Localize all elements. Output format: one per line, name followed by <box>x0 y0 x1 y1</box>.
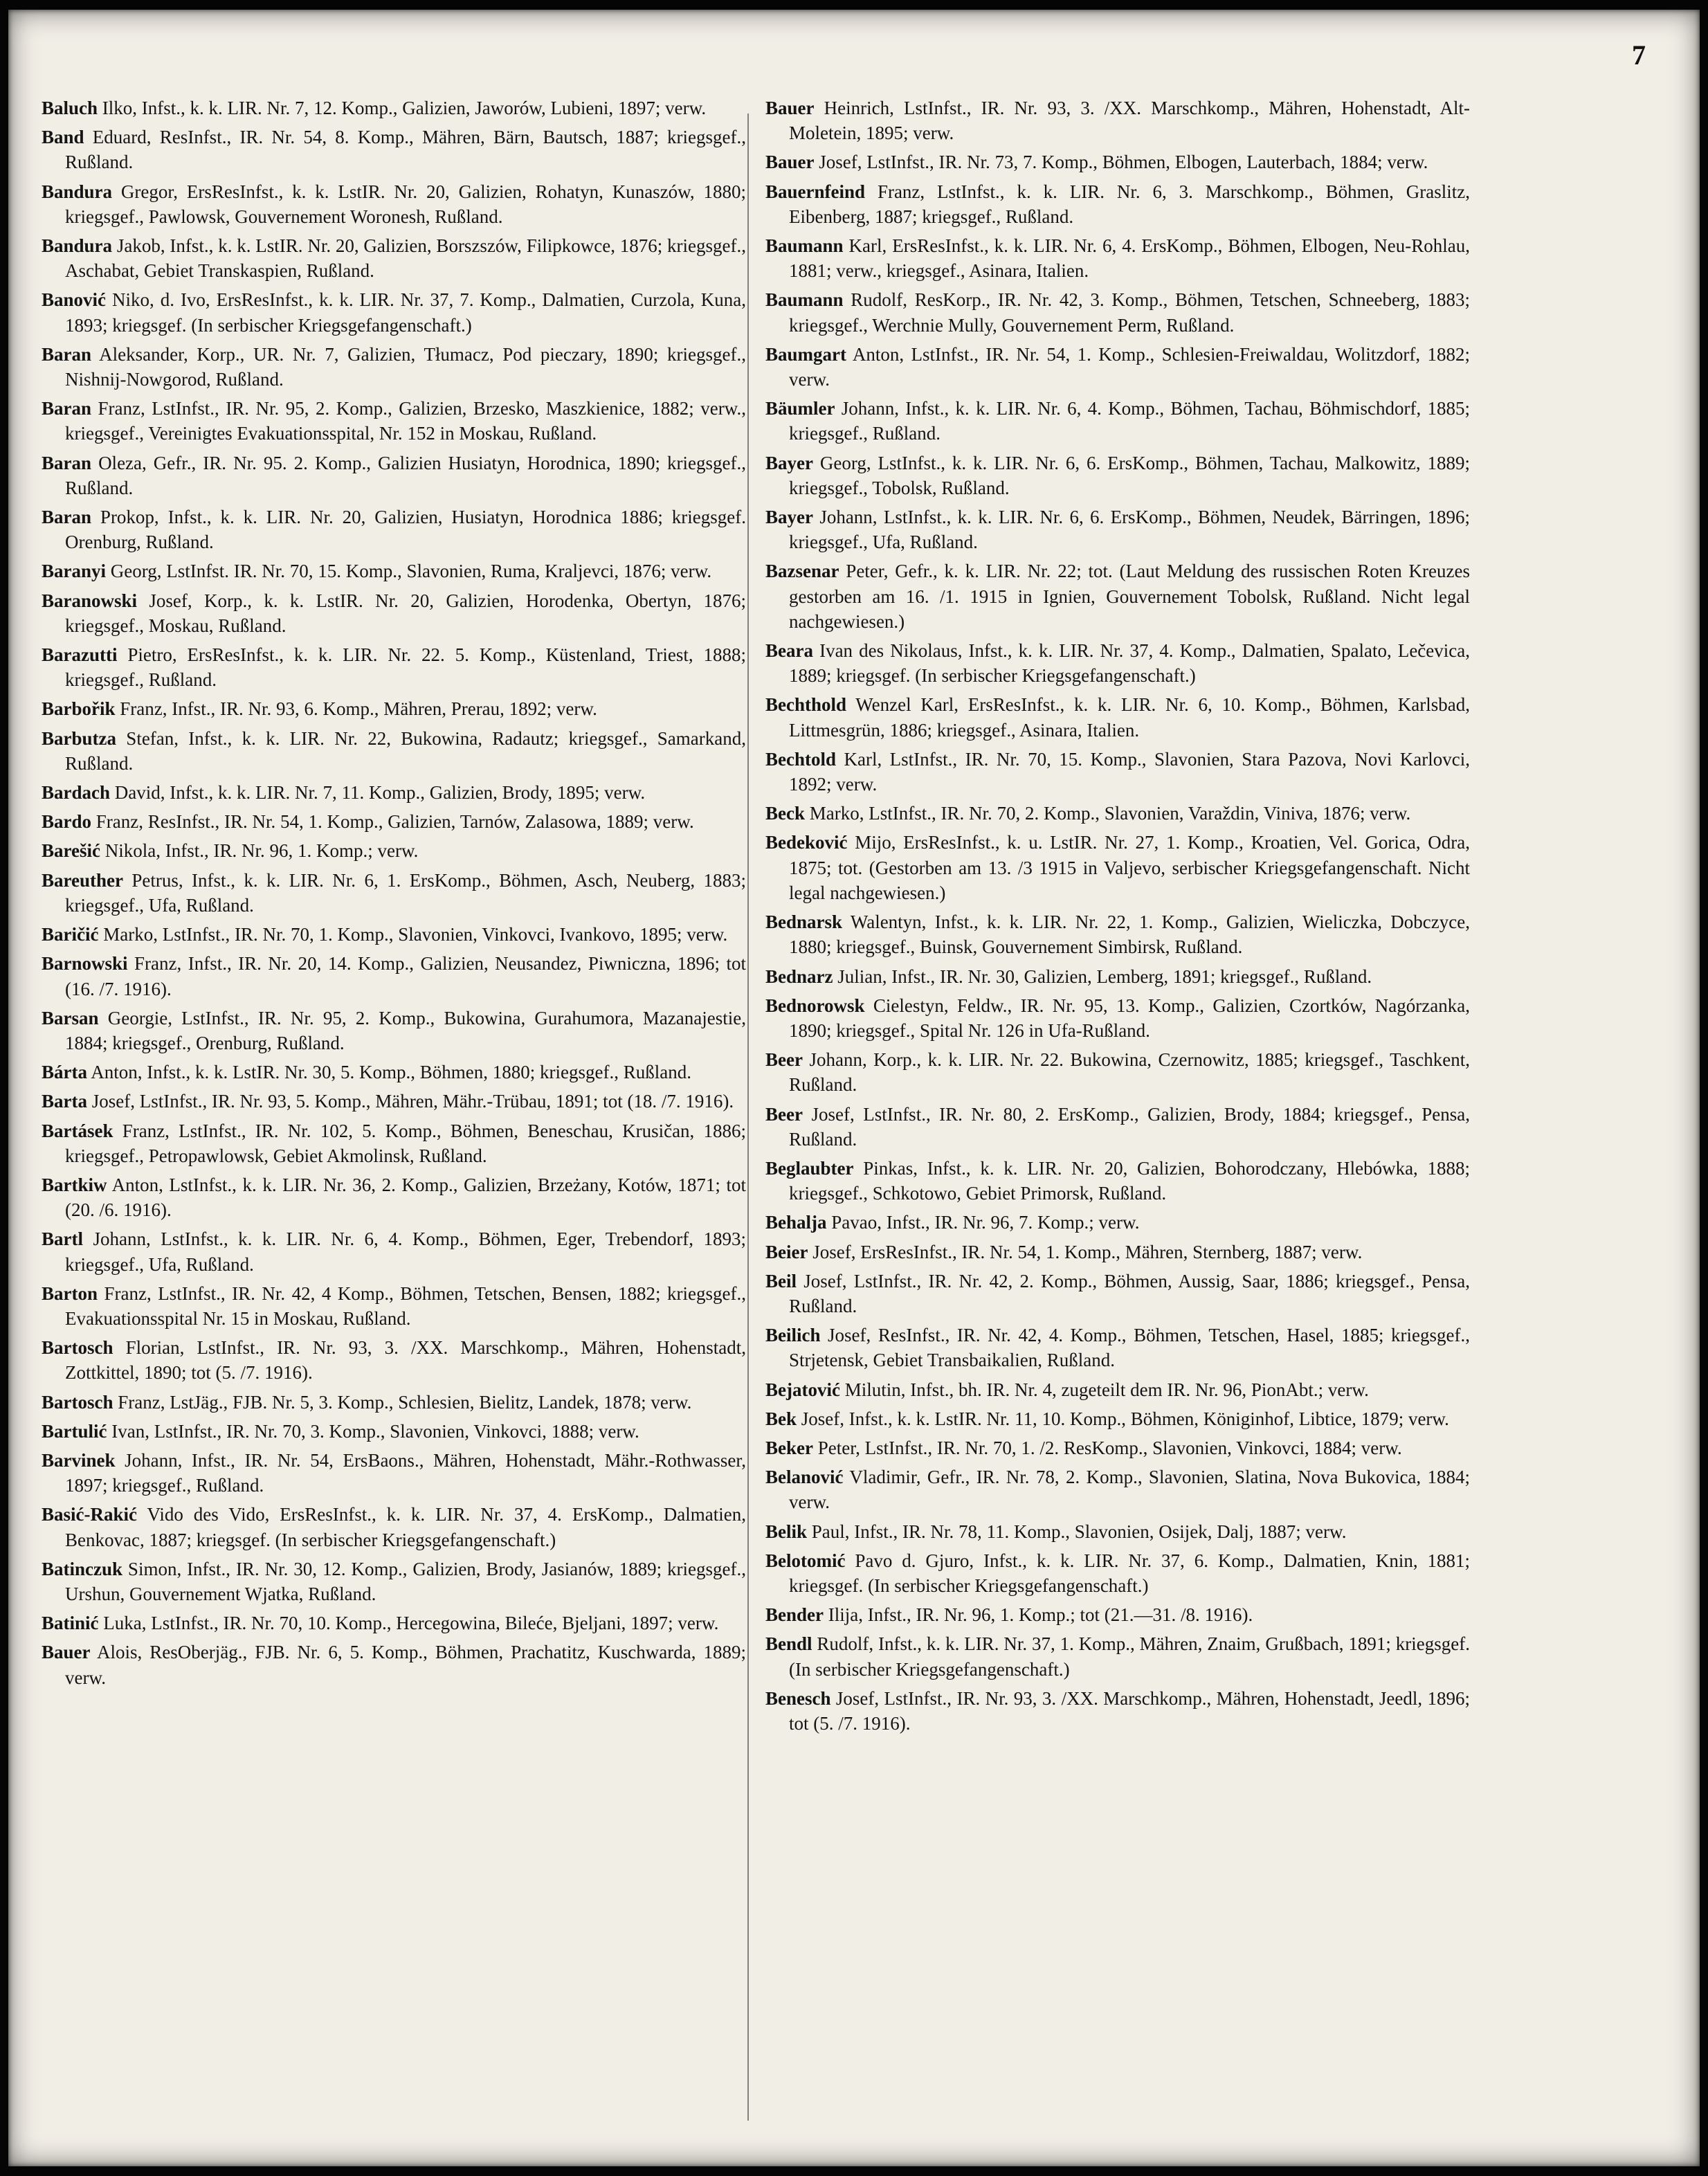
entry-surname: Bartosch <box>42 1337 113 1359</box>
entry-surname: Barsan <box>42 1007 99 1028</box>
register-entry <box>42 96 746 120</box>
entry-details: Eduard, ResInfst., IR. Nr. 54, 8. Komp., Mähren, Bärn, Bautsch, 1887; kriegsgef., Rußland. <box>65 127 746 173</box>
entry-surname: Bender <box>765 1604 824 1626</box>
register-entry <box>765 1102 1470 1152</box>
entry-details: David, Infst., k. k. LIR. Nr. 7, 11. Komp., Galizien, Brody, 1895; verw. <box>114 782 646 804</box>
entry-details: Franz, Infst., IR. Nr. 93, 6. Komp., Mähren, Prerau, 1892; verw. <box>120 698 597 720</box>
entry-details: Pavao, Infst., IR. Nr. 96, 7. Komp.; verw. <box>831 1212 1140 1233</box>
entry-details: Georg, LstInfst. IR. Nr. 70, 15. Komp., Slavonien, Ruma, Kraljevci, 1876; verw. <box>110 561 712 582</box>
register-entry <box>42 1448 746 1498</box>
register-entry <box>42 1281 746 1331</box>
register-entry <box>42 1390 746 1415</box>
entry-surname: Baran <box>42 398 92 419</box>
entry-details: Josef, Korp., k. k. LstIR. Nr. 20, Galizien, Horodenka, Obertyn, 1876; kriegsgef., Moskau, Rußland. <box>65 590 747 636</box>
entry-details: Pavo d. Gjuro, Infst., k. k. LIR. Nr. 37, 6. Komp., Dalmatien, Knin, 1881; kriegsgef. (In serbischer Kriegsgefangenschaft.) <box>789 1550 1471 1596</box>
entry-details: Josef, LstInfst., IR. Nr. 73, 7. Komp., Böhmen, Elbogen, Lauterbach, 1884; verw. <box>819 152 1428 173</box>
entry-surname: Bednarz <box>765 965 833 987</box>
entry-details: Johann, Infst., IR. Nr. 54, ErsBaons., Mähren, Hohenstadt, Mähr.-Rothwasser, 1897; kriegsgef., Rußland. <box>65 1449 746 1496</box>
register-entry <box>42 1172 746 1222</box>
entry-surname: Bechthold <box>765 694 847 716</box>
entry-details: Heinrich, LstInfst., IR. Nr. 93, 3. /XX. Marschkomp., Mähren, Hohenstadt, Alt-Moletein, 1895; verw. <box>789 98 1471 144</box>
entry-surname: Baumgart <box>765 343 846 365</box>
document-page <box>8 10 1700 2166</box>
entry-surname: Barbutza <box>42 727 116 749</box>
entry-details: Simon, Infst., IR. Nr. 30, 12. Komp., Galizien, Brody, Jasianów, 1889; kriegsgef., Urshun, Gouvernement Wjatka, Rußland. <box>65 1558 747 1604</box>
entry-surname: Bartosch <box>42 1391 113 1413</box>
entry-surname: Bauernfeind <box>765 181 866 202</box>
entry-details: Franz, LstInfst., IR. Nr. 102, 5. Komp., Böhmen, Beneschau, Krusičan, 1886; kriegsgef., Petropawlowsk, Gebiet Akmolinsk, Rußland. <box>65 1120 747 1166</box>
register-entry <box>765 638 1470 688</box>
register-entry <box>42 1419 746 1444</box>
entry-surname: Bayer <box>765 507 813 528</box>
register-entry <box>765 1548 1470 1598</box>
entry-surname: Bednarsk <box>765 912 843 933</box>
entry-details: Anton, LstInfst., k. k. LIR. Nr. 36, 2. Komp., Galizien, Brzeżany, Kotów, 1871; tot (20. /6. 1916). <box>65 1174 746 1221</box>
entry-surname: Behalja <box>765 1212 827 1233</box>
entry-surname: Bardo <box>42 811 92 833</box>
entry-details: Prokop, Infst., k. k. LIR. Nr. 20, Galizien, Husiatyn, Horodnica 1886; kriegsgef. Orenburg, Rußland. <box>65 507 746 553</box>
entry-surname: Beck <box>765 803 805 824</box>
entry-details: Franz, ResInfst., IR. Nr. 54, 1. Komp., Galizien, Tarnów, Zalasowa, 1889; verw. <box>96 811 694 833</box>
entry-surname: Beer <box>765 1103 803 1125</box>
entry-surname: Baran <box>42 507 92 528</box>
entry-details: Vido des Vido, ErsResInfst., k. k. LIR. Nr. 37, 4. ErsKomp., Dalmatien, Benkovac, 1887; kriegsgef. (In serbischer Kriegsgefangenschaft.) <box>65 1504 747 1550</box>
entry-surname: Baričić <box>42 924 99 945</box>
entry-details: Franz, LstInfst., IR. Nr. 42, 4 Komp., Böhmen, Tetschen, Bensen, 1882; kriegsgef., Evakuationsspital Nr. 15 in Moskau, Rußland. <box>65 1282 746 1329</box>
register-entry <box>42 838 746 863</box>
entry-details: Anton, Infst., k. k. LstIR. Nr. 30, 5. Komp., Böhmen, 1880; kriegsgef., Rußland. <box>91 1062 691 1083</box>
entry-surname: Bäumler <box>765 398 835 419</box>
register-entry <box>42 809 746 834</box>
entry-details: Mijo, ErsResInfst., k. u. LstIR. Nr. 27, 1. Komp., Kroatien, Vel. Gorica, Odra, 1875; tot. (Gestorben am 13. /3 1915 in Valjevo, serbischer Kriegsgefangenschaft. Nicht legal nachgewiesen.) <box>789 832 1471 903</box>
register-entry <box>42 396 746 446</box>
register-entry <box>765 747 1470 797</box>
entry-details: Walentyn, Infst., k. k. LIR. Nr. 22, 1. Komp., Galizien, Wieliczka, Dobczyce, 1880; kriegsgef., Buinsk, Gouvernement Simbirsk, Rußland. <box>789 912 1470 958</box>
register-entry <box>765 1631 1470 1681</box>
entry-details: Josef, LstInfst., IR. Nr. 42, 2. Komp., Böhmen, Aussig, Saar, 1886; kriegsgef., Pensa, Rußland. <box>789 1270 1470 1316</box>
entry-details: Peter, LstInfst., IR. Nr. 70, 1. /2. ResKomp., Slavonien, Vinkovci, 1884; verw. <box>817 1437 1402 1458</box>
entry-details: Aleksander, Korp., UR. Nr. 7, Galizien, Tłumacz, Pod pieczary, 1890; kriegsgef., Nishnij-Nowgorod, Rußland. <box>65 343 747 390</box>
entry-details: Franz, LstInfst., IR. Nr. 95, 2. Komp., Galizien, Brzesko, Maszkienice, 1882; verw., kriegsgef., Vereinigtes Evakuationsspital, Nr. 152 in Moskau, Rußland. <box>65 398 747 444</box>
entry-surname: Bandura <box>42 235 113 257</box>
entry-surname: Belotomić <box>765 1550 846 1571</box>
entry-surname: Bartl <box>42 1228 83 1250</box>
entry-details: Ilko, Infst., k. k. LIR. Nr. 7, 12. Komp., Galizien, Jaworów, Lubieni, 1897; verw. <box>102 98 707 118</box>
entry-details: Nikola, Infst., IR. Nr. 96, 1. Komp.; verw. <box>105 840 419 862</box>
page-number: 7 <box>1632 39 1646 71</box>
entry-surname: Bejatović <box>765 1379 840 1400</box>
entry-surname: Bechtold <box>765 748 837 770</box>
register-entry <box>765 1323 1470 1372</box>
entry-surname: Barvinek <box>42 1449 116 1471</box>
register-entry <box>42 726 746 776</box>
register-entry <box>765 233 1470 283</box>
register-entry <box>765 451 1470 500</box>
entry-details: Johann, LstInfst., k. k. LIR. Nr. 6, 6. ErsKomp., Böhmen, Neudek, Bärringen, 1896; kriegsgef., Ufa, Rußland. <box>789 507 1471 553</box>
entry-details: Franz, LstInfst., k. k. LIR. Nr. 6, 3. Marschkomp., Böhmen, Graslitz, Eibenberg, 1887; kriegsgef., Rußland. <box>789 181 1471 227</box>
entry-details: Johann, LstInfst., k. k. LIR. Nr. 6, 4. Komp., Böhmen, Eger, Trebendorf, 1893; kriegsgef., Ufa, Rußland. <box>65 1228 747 1275</box>
entry-surname: Belik <box>765 1521 808 1542</box>
register-entry <box>765 1210 1470 1235</box>
entry-details: Jakob, Infst., k. k. LstIR. Nr. 20, Galizien, Borszszów, Filipkowce, 1876; kriegsgef., Aschabat, Gebiet Transkaspien, Rußland. <box>65 235 747 282</box>
entry-details: Niko, d. Ivo, ErsResInfst., k. k. LIR. Nr. 37, 7. Komp., Dalmatien, Curzola, Kuna, 1893; kriegsgef. (In serbischer Kriegsgefangenschaft.) <box>65 289 747 336</box>
register-entry <box>765 1602 1470 1627</box>
register-entry <box>765 1047 1470 1097</box>
register-entry <box>42 780 746 805</box>
entry-surname: Batinczuk <box>42 1558 123 1579</box>
register-entry <box>765 1406 1470 1431</box>
register-entry <box>42 179 746 229</box>
entry-details: Johann, Infst., k. k. LIR. Nr. 6, 4. Komp., Böhmen, Tachau, Böhmischdorf, 1885; kriegsgef., Rußland. <box>789 398 1471 444</box>
entry-surname: Basić-Rakić <box>42 1504 137 1525</box>
register-entry <box>42 951 746 1001</box>
entry-surname: Beier <box>765 1241 808 1262</box>
register-entry <box>765 1519 1470 1544</box>
entry-surname: Beara <box>765 640 813 662</box>
entry-surname: Benesch <box>765 1687 831 1709</box>
entry-surname: Bayer <box>765 452 813 473</box>
entry-surname: Baran <box>42 343 92 365</box>
entry-details: Ilija, Infst., IR. Nr. 96, 1. Komp.; tot (21.—31. /8. 1916). <box>828 1604 1253 1626</box>
register-entry <box>765 559 1470 634</box>
entry-details: Marko, LstInfst., IR. Nr. 70, 2. Komp., Slavonien, Varaždin, Viniva, 1876; verw. <box>809 803 1411 824</box>
entry-surname: Batinić <box>42 1613 99 1634</box>
entry-surname: Baumann <box>765 235 844 257</box>
register-entry <box>42 1335 746 1385</box>
entry-details: Peter, Gefr., k. k. LIR. Nr. 22; tot. (Laut Meldung des russischen Roten Kreuzes gestorben am 16. /1. 1915 in Ignien, Gouvernement Tobolsk, Rußland. Nicht legal nachgewiesen.) <box>789 561 1471 632</box>
entry-surname: Beil <box>765 1270 797 1291</box>
entry-surname: Bartulić <box>42 1420 107 1442</box>
entry-surname: Banović <box>42 289 107 311</box>
register-entry <box>765 1240 1470 1264</box>
register-entry <box>42 588 746 638</box>
entry-surname: Baumann <box>765 289 844 311</box>
register-entry <box>42 287 746 337</box>
entry-details: Johann, Korp., k. k. LIR. Nr. 22. Bukowina, Czernowitz, 1885; kriegsgef., Taschkent, Rußland. <box>789 1049 1470 1096</box>
entry-surname: Baranyi <box>42 561 107 582</box>
register-entry <box>42 559 746 583</box>
entry-details: Karl, ErsResInfst., k. k. LIR. Nr. 6, 4. ErsKomp., Böhmen, Elbogen, Neu-Rohlau, 1881; verw., kriegsgef., Asinara, Italien. <box>789 235 1470 282</box>
entry-surname: Bardach <box>42 782 111 804</box>
entry-details: Josef, ResInfst., IR. Nr. 42, 4. Komp., Böhmen, Tetschen, Hasel, 1885; kriegsgef., Strjetensk, Gebiet Transbaikalien, Rußland. <box>789 1325 1470 1371</box>
entry-surname: Bauer <box>765 152 815 173</box>
register-entry <box>765 692 1470 742</box>
register-entry <box>42 868 746 918</box>
register-entry <box>42 1089 746 1114</box>
entry-surname: Bek <box>765 1408 797 1429</box>
entry-details: Vladimir, Gefr., IR. Nr. 78, 2. Komp., Slavonien, Slatina, Nova Bukovica, 1884; verw. <box>789 1467 1471 1513</box>
entry-surname: Bauer <box>42 1642 91 1663</box>
entry-details: Marko, LstInfst., IR. Nr. 70, 1. Komp., Slavonien, Vinkovci, Ivankovo, 1895; verw. <box>103 924 728 945</box>
register-entry <box>42 1557 746 1606</box>
register-entry <box>765 993 1470 1043</box>
entry-details: Franz, LstJäg., FJB. Nr. 5, 3. Komp., Schlesien, Bielitz, Landek, 1878; verw. <box>118 1391 692 1413</box>
entry-details: Paul, Infst., IR. Nr. 78, 11. Komp., Slavonien, Osijek, Dalj, 1887; verw. <box>811 1521 1347 1542</box>
entry-surname: Bauer <box>765 98 815 118</box>
entry-details: Julian, Infst., IR. Nr. 30, Galizien, Lemberg, 1891; kriegsgef., Rußland. <box>837 965 1372 987</box>
entry-details: Josef, LstInfst., IR. Nr. 93, 5. Komp., Mähren, Mähr.-Trübau, 1891; tot (18. /7. 1916). <box>91 1091 734 1112</box>
entry-details: Wenzel Karl, ErsResInfst., k. k. LIR. Nr. 6, 10. Komp., Böhmen, Karlsbad, Littmesgrün, 1886; kriegsgef., Asinara, Italien. <box>789 694 1470 741</box>
entry-surname: Beglaubter <box>765 1157 854 1179</box>
entry-surname: Bareuther <box>42 869 123 891</box>
register-entry <box>42 696 746 721</box>
register-entry <box>42 342 746 392</box>
entry-details: Cielestyn, Feldw., IR. Nr. 95, 13. Komp., Galizien, Czortków, Nagórzanka, 1890; kriegsgef., Spital Nr. 126 in Ufa-Rußland. <box>789 995 1470 1041</box>
register-entry <box>42 1502 746 1552</box>
entry-surname: Bartkiw <box>42 1174 107 1195</box>
entry-details: Anton, LstInfst., IR. Nr. 54, 1. Komp., Schlesien-Freiwaldau, Wolitzdorf, 1882; verw. <box>789 343 1471 390</box>
register-entry <box>42 642 746 692</box>
entry-surname: Bednorowsk <box>765 995 865 1016</box>
register-entry <box>765 1156 1470 1206</box>
entry-surname: Barešić <box>42 840 100 862</box>
entry-surname: Bandura <box>42 181 113 202</box>
register-entry <box>42 125 746 174</box>
entry-surname: Baran <box>42 452 92 473</box>
entry-surname: Barta <box>42 1091 87 1112</box>
register-entry <box>765 1377 1470 1402</box>
entry-details: Josef, ErsResInfst., IR. Nr. 54, 1. Komp., Mähren, Sternberg, 1887; verw. <box>812 1241 1363 1262</box>
entry-details: Pinkas, Infst., k. k. LIR. Nr. 20, Galizien, Bohorodczany, Hlebówka, 1888; kriegsgef., Schkotowo, Gebiet Primorsk, Rußland. <box>789 1157 1470 1204</box>
entry-surname: Beer <box>765 1049 803 1071</box>
entry-details: Oleza, Gefr., IR. Nr. 95. 2. Komp., Galizien Husiatyn, Horodnica, 1890; kriegsgef., Rußland. <box>65 452 747 498</box>
entry-details: Rudolf, ResKorp., IR. Nr. 42, 3. Komp., Böhmen, Tetschen, Schneeberg, 1883; kriegsgef., Werchnie Mully, Gouvernement Perm, Rußland. <box>789 289 1470 336</box>
register-entry <box>42 233 746 283</box>
register-entry <box>42 1611 746 1635</box>
entry-details: Rudolf, Infst., k. k. LIR. Nr. 37, 1. Komp., Mähren, Znaim, Grußbach, 1891; kriegsgef. (In serbischer Kriegsgefangenschaft.) <box>789 1633 1470 1680</box>
entry-surname: Band <box>42 127 84 148</box>
register-entry <box>42 505 746 554</box>
entry-surname: Bedeković <box>765 832 848 853</box>
entry-details: Stefan, Infst., k. k. LIR. Nr. 22, Bukowina, Radautz; kriegsgef., Samarkand, Rußland. <box>65 727 747 774</box>
entry-surname: Bazsenar <box>765 561 839 582</box>
entry-details: Milutin, Infst., bh. IR. Nr. 4, zugeteilt dem IR. Nr. 96, PionAbt.; verw. <box>844 1379 1369 1400</box>
entry-details: Petrus, Infst., k. k. LIR. Nr. 6, 1. ErsKomp., Böhmen, Asch, Neuberg, 1883; kriegsgef., Ufa, Rußland. <box>65 869 746 916</box>
entry-details: Georgie, LstInfst., IR. Nr. 95, 2. Komp., Bukowina, Gurahumora, Mazanajestie, 1884; kriegsgef., Orenburg, Rußland. <box>65 1007 746 1053</box>
register-entry <box>765 342 1470 392</box>
entry-surname: Barnowski <box>42 953 128 974</box>
entry-surname: Belanović <box>765 1467 844 1488</box>
entry-details: Florian, LstInfst., IR. Nr. 93, 3. /XX. Marschkomp., Mähren, Hohenstadt, Zottkittel, 1890; tot (5. /7. 1916). <box>65 1337 746 1384</box>
register-entry <box>765 909 1470 959</box>
entry-details: Gregor, ErsResInfst., k. k. LstIR. Nr. 20, Galizien, Rohatyn, Kunaszów, 1880; kriegsgef., Pawlowsk, Gouvernement Woronesh, Rußland. <box>65 181 747 227</box>
entry-details: Luka, LstInfst., IR. Nr. 70, 10. Komp., Hercegowina, Bileće, Bjeljani, 1897; verw. <box>103 1613 719 1634</box>
register-entry <box>42 1060 746 1085</box>
register-entry <box>765 287 1470 337</box>
register-entry <box>42 1226 746 1276</box>
entry-surname: Bartásek <box>42 1120 113 1141</box>
register-entry <box>765 830 1470 905</box>
entry-details: Josef, LstInfst., IR. Nr. 93, 3. /XX. Marschkomp., Mähren, Hohenstadt, Jeedl, 1896; tot (5. /7. 1916). <box>789 1687 1470 1734</box>
register-entry <box>765 964 1470 989</box>
register-entry <box>42 1006 746 1055</box>
register-entry <box>42 922 746 947</box>
register-entry <box>42 1640 746 1689</box>
entry-surname: Barton <box>42 1282 98 1304</box>
entry-details: Pietro, ErsResInfst., k. k. LIR. Nr. 22. 5. Komp., Küstenland, Triest, 1888; kriegsgef., Rußland. <box>65 644 746 691</box>
register-entry <box>765 1686 1470 1736</box>
entry-surname: Barbořik <box>42 698 116 720</box>
register-entry <box>765 1269 1470 1318</box>
entry-surname: Baluch <box>42 98 98 118</box>
entry-surname: Bárta <box>42 1062 87 1083</box>
entry-details: Josef, Infst., k. k. LstIR. Nr. 11, 10. Komp., Böhmen, Königinhof, Libtice, 1879; verw. <box>801 1408 1449 1429</box>
entry-surname: Beker <box>765 1437 813 1458</box>
entry-surname: Bendl <box>765 1633 812 1655</box>
register-entry <box>765 179 1470 229</box>
entry-details: Alois, ResOberjäg., FJB. Nr. 6, 5. Komp., Böhmen, Prachatitz, Kuschwarda, 1889; verw. <box>65 1642 747 1688</box>
register-entry <box>765 96 1470 145</box>
register-entry <box>42 1118 746 1168</box>
entry-surname: Beilich <box>765 1325 821 1346</box>
entry-details: Karl, LstInfst., IR. Nr. 70, 15. Komp., Slavonien, Stara Pazova, Novi Karlovci, 1892; verw. <box>789 748 1470 795</box>
register-entry <box>765 396 1470 446</box>
register-entry <box>765 505 1470 554</box>
register-entry <box>765 1465 1470 1514</box>
entry-surname: Barazutti <box>42 644 118 666</box>
entry-details: Ivan, LstInfst., IR. Nr. 70, 3. Komp., Slavonien, Vinkovci, 1888; verw. <box>111 1420 639 1442</box>
entry-details: Josef, LstInfst., IR. Nr. 80, 2. ErsKomp., Galizien, Brody, 1884; kriegsgef., Pensa, Rußland. <box>789 1103 1470 1150</box>
register-entry <box>42 451 746 500</box>
register-entry <box>765 149 1470 174</box>
entry-details: Ivan des Nikolaus, Infst., k. k. LIR. Nr. 37, 4. Komp., Dalmatien, Spalato, Lečevica, 1889; kriegsgef. (In serbischer Kriegsgefangenschaft.) <box>789 640 1470 687</box>
left-column <box>42 96 746 1694</box>
register-entry <box>765 801 1470 826</box>
entry-surname: Baranowski <box>42 590 138 611</box>
entry-details: Franz, Infst., IR. Nr. 20, 14. Komp., Galizien, Neusandez, Piwniczna, 1896; tot (16. /7. 1916). <box>65 953 746 999</box>
column-divider <box>747 114 749 2121</box>
entry-details: Georg, LstInfst., k. k. LIR. Nr. 6, 6. ErsKomp., Böhmen, Tachau, Malkowitz, 1889; kriegsgef., Tobolsk, Rußland. <box>789 452 1470 498</box>
register-entry <box>765 1435 1470 1460</box>
right-column <box>765 96 1470 1740</box>
